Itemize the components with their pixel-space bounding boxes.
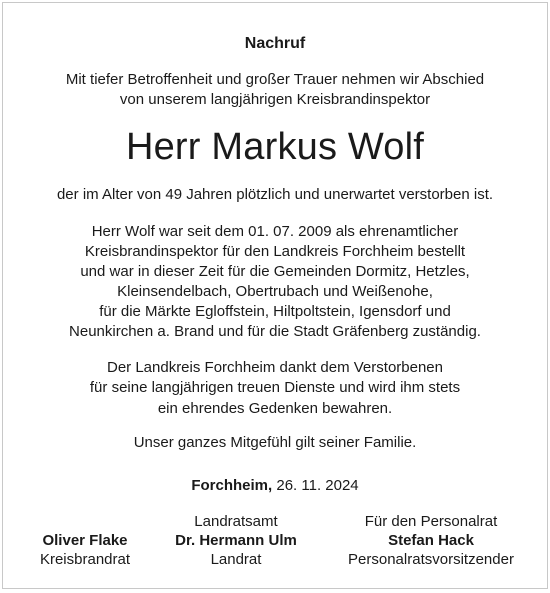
death-note: der im Alter von 49 Jahren plötzlich und unerwartet verstorben ist. — [56, 186, 494, 203]
place-date-line — [3, 476, 547, 495]
intro-line: Mit tiefer Betroffenheit und großer Trauer nehmen wir Abschied — [65, 71, 485, 88]
signature-org: Für den Personalrat — [364, 513, 498, 530]
career-line: für die Märkte Egloffstein, Hiltpoltstein, Igensdorf und — [99, 303, 451, 320]
career-line: Kreisbrandinspektor für den Landkreis Forchheim bestellt — [84, 243, 466, 260]
signature-block-2 — [146, 512, 326, 569]
obituary-notice — [2, 2, 548, 589]
sympathy-line: Unser ganzes Mitgefühl gilt seiner Familie. — [133, 434, 417, 451]
thanks-line: Der Landkreis Forchheim dankt dem Verstorbenen — [106, 359, 443, 376]
signature-name: Stefan Hack — [388, 532, 474, 549]
signature-org: Landratsamt — [194, 513, 278, 530]
thanks-line: ein ehrendes Gedenken bewahren. — [157, 400, 393, 417]
career-line: Neunkirchen a. Brand und für die Stadt Gräfenberg zuständig. — [69, 323, 481, 340]
signature-title: Kreisbrandrat — [39, 551, 131, 568]
place: Forchheim, — [191, 477, 273, 494]
signature-title: Personalratsvorsitzender — [348, 551, 514, 568]
signature-block-3 — [341, 512, 521, 569]
date: 26. 11. 2024 — [276, 477, 359, 494]
intro-line: von unserem langjährigen Kreisbrandinspektor — [119, 91, 431, 108]
signature-name: Oliver Flake — [42, 532, 128, 549]
thanks-line: für seine langjährigen treuen Dienste und wird ihm stets — [89, 379, 461, 396]
career-line: und war in dieser Zeit für die Gemeinden Dormitz, Hetzles, — [80, 263, 470, 280]
notice-heading: Nachruf — [244, 35, 306, 52]
signature-title: Landrat — [210, 551, 262, 568]
career-line: Herr Wolf war seit dem 01. 07. 2009 als ehrenamtlicher — [91, 223, 459, 240]
career-line: Kleinsendelbach, Obertrubach und Weißenohe, — [117, 283, 433, 300]
deceased-name: Herr Markus Wolf — [125, 126, 425, 168]
signature-name: Dr. Hermann Ulm — [175, 532, 297, 549]
